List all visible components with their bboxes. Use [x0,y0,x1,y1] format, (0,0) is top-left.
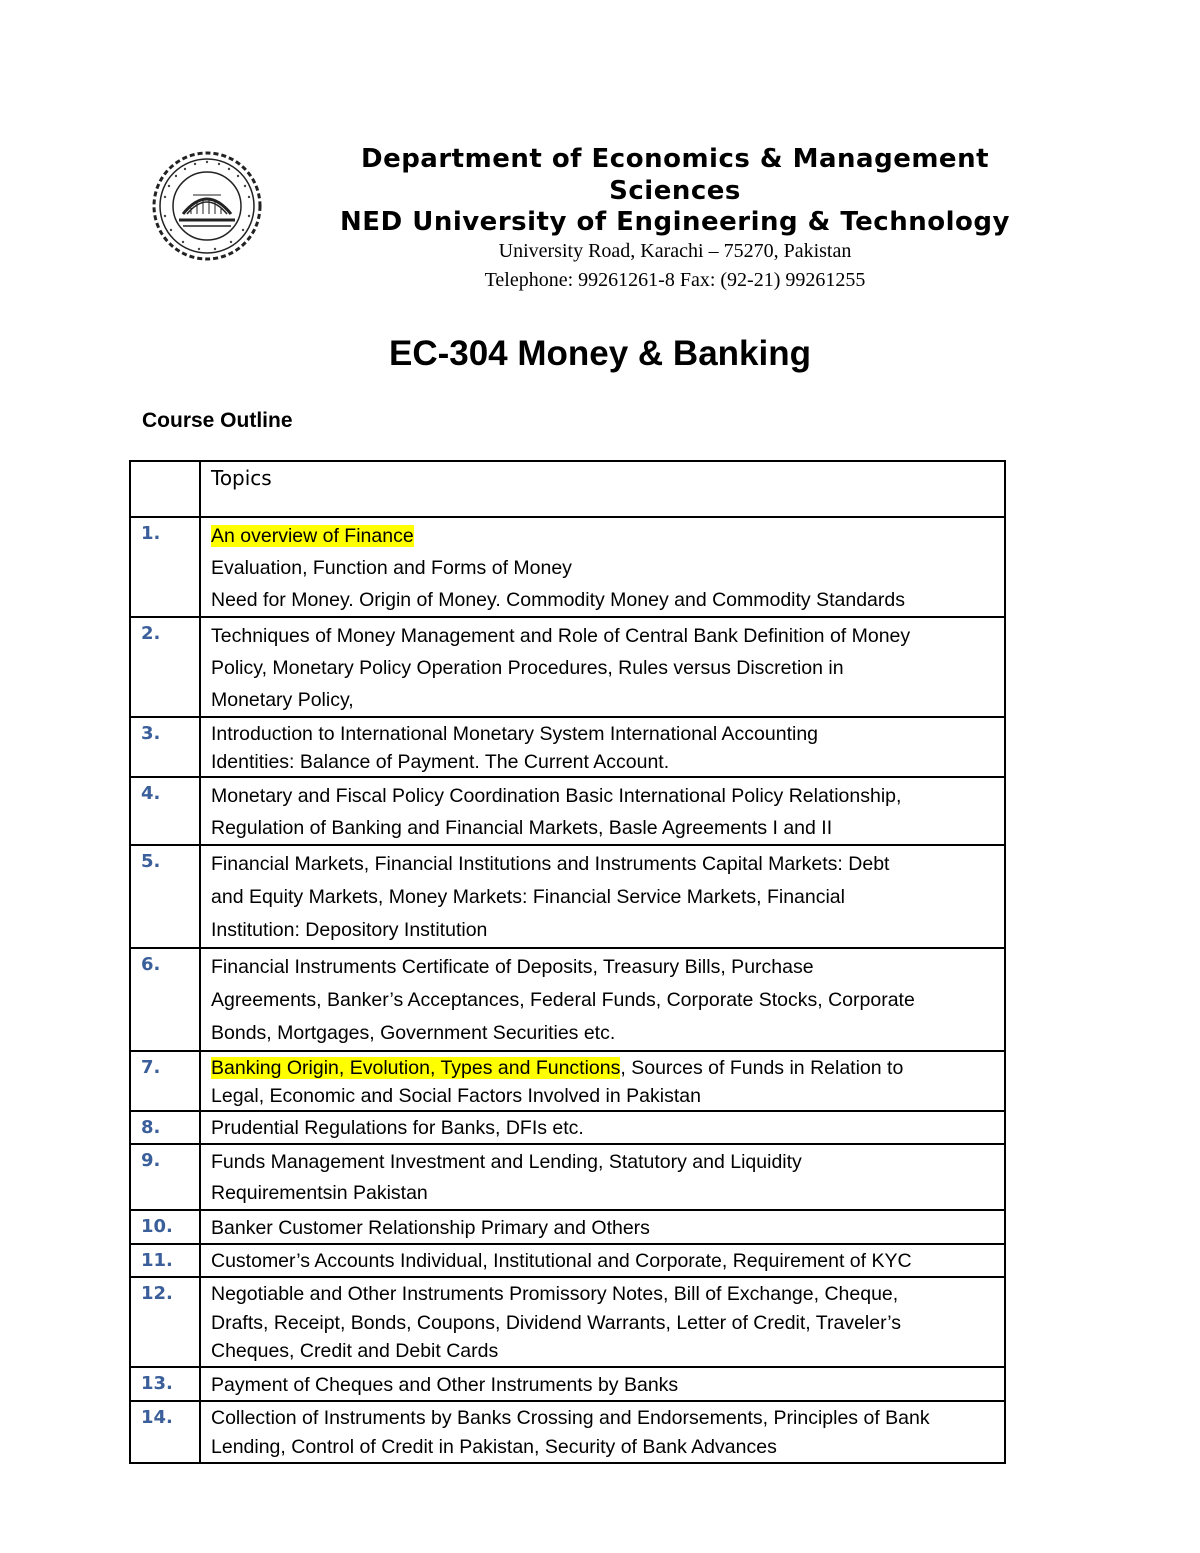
topic-line-text: Customer’s Accounts Individual, Institutional and Corporate, Requirement of KYC [211,1250,912,1272]
topic-number: 2. [130,617,200,717]
topic-text-cell [200,1210,1005,1244]
topic-line-text: Financial Markets, Financial Institutions and Instruments Capital Markets: Debt [211,853,890,875]
topic-line-text: Bonds, Mortgages, Government Securities etc. [211,1022,616,1044]
topic-line-text: , Sources of Funds in Relation to [620,1057,904,1079]
topic-line [211,1247,998,1276]
topics-table-body [130,461,1005,1463]
topic-number: 8. [130,1111,200,1144]
topic-line-text: Lending, Control of Credit in Pakistan, Security of Bank Advances [211,1435,777,1458]
table-header-row [130,461,1005,517]
table-row [130,517,1005,617]
table-row [130,1111,1005,1144]
topic-line [211,748,998,776]
topic-line-text: Techniques of Money Management and Role of Central Bank Definition of Money [211,625,911,647]
table-row [130,717,1005,777]
table-row [130,1277,1005,1367]
header-topics-cell: Topics [200,461,1005,517]
topic-line-text: Legal, Economic and Social Factors Involved in Pakistan [211,1085,701,1107]
department-line-1: Department of Economics & Management [360,144,990,174]
topic-text-cell [200,948,1005,1051]
topic-line-text: Introduction to International Monetary System International Accounting [211,723,819,745]
topic-line [211,1114,998,1143]
telephone-fax: Telephone: 99261261-8 Fax: (92-21) 99261255 [484,269,866,291]
topic-line-text: Agreements, Banker’s Acceptances, Federal Funds, Corporate Stocks, Corporate [211,989,915,1011]
topic-number: 7. [130,1051,200,1111]
topics-table [129,460,1006,1464]
topic-text-cell [200,1111,1005,1144]
topic-text-cell [200,1277,1005,1367]
topic-text-cell [200,845,1005,948]
topic-text-cell [200,617,1005,717]
table-row [130,1367,1005,1401]
topic-text-cell [200,1401,1005,1463]
topic-number: 11. [130,1244,200,1277]
table-row [130,617,1005,717]
topic-number: 1. [130,517,200,617]
topic-text-cell [200,777,1005,845]
topic-line-text: Banker Customer Relationship Primary and Others [211,1217,650,1239]
topic-line-text: Regulation of Banking and Financial Markets, Basle Agreements I and II [211,817,833,839]
topic-line [211,881,998,914]
topic-line-text: Requirementsin Pakistan [211,1182,428,1204]
topic-text-cell [200,1144,1005,1210]
topic-line-text: and Equity Markets, Money Markets: Financial Service Markets, Financial [211,886,845,908]
topic-number: 12. [130,1277,200,1367]
topic-number: 6. [130,948,200,1051]
topic-line [211,1017,998,1050]
topic-number: 14. [130,1401,200,1463]
topic-text-cell [200,1051,1005,1111]
topic-line-text: Need for Money. Origin of Money. Commodity Money and Commodity Standards [211,589,905,611]
table-row [130,1210,1005,1244]
topic-line [211,720,998,748]
topic-line [211,652,998,684]
topic-line [211,1370,998,1400]
university-name: NED University of Engineering & Technology [340,207,1010,237]
topic-line [211,1309,998,1338]
table-row [130,948,1005,1051]
topic-line [211,951,998,984]
topic-number: 9. [130,1144,200,1210]
topic-line [211,1280,998,1309]
topic-line [211,1213,998,1243]
topic-line [211,520,998,552]
topic-number: 5. [130,845,200,948]
table-row [130,777,1005,845]
highlighted-text: Banking Origin, Evolution, Types and Functions [211,1057,621,1079]
topic-number: 4. [130,777,200,845]
highlighted-text: An overview of Finance [211,525,414,547]
topic-line [211,1054,998,1082]
topic-text-cell [200,1244,1005,1277]
topic-line [211,914,998,947]
topic-line-text: Policy, Monetary Policy Operation Procedures, Rules versus Discretion in [211,657,844,679]
topic-text-cell [200,717,1005,777]
topic-number: 10. [130,1210,200,1244]
table-row [130,1401,1005,1463]
topic-line [211,620,998,652]
topic-line-text: Funds Management Investment and Lending, Statutory and Liquidity [211,1151,802,1173]
department-line-2: Sciences [609,176,741,206]
topic-line [211,1337,998,1366]
course-outline-label: Course Outline [142,409,293,432]
topic-line [211,848,998,881]
header-number-cell [130,461,200,517]
department-name [300,143,1050,207]
topic-line [211,1433,998,1462]
topic-line [211,812,998,844]
topic-line [211,1404,998,1433]
university-seal-logo [143,150,271,262]
table-row [130,845,1005,948]
topic-line-text: Financial Instruments Certificate of Deposits, Treasury Bills, Purchase [211,956,814,978]
topic-line-text: Drafts, Receipt, Bonds, Coupons, Dividend Warrants, Letter of Credit, Traveler’s [211,1311,902,1334]
topic-line [211,984,998,1017]
topic-line-text: Prudential Regulations for Banks, DFIs etc. [211,1117,584,1139]
topic-line [211,1178,998,1209]
topic-line-text: Monetary Policy, [211,689,354,711]
table-row [130,1144,1005,1210]
topic-line-text: Negotiable and Other Instruments Promissory Notes, Bill of Exchange, Cheque, [211,1283,899,1305]
topic-number: 3. [130,717,200,777]
topic-line-text: Identities: Balance of Payment. The Current Account. [211,751,670,773]
topic-line-text: Evaluation, Function and Forms of Money [211,557,572,579]
topic-line-text: Collection of Instruments by Banks Crossing and Endorsements, Principles of Bank [211,1406,930,1429]
topic-line-text: Payment of Cheques and Other Instruments by Banks [211,1373,679,1396]
topic-line-text: Monetary and Fiscal Policy Coordination Basic International Policy Relationship, [211,785,902,807]
table-row [130,1051,1005,1111]
topic-line [211,1147,998,1178]
topic-line [211,684,998,716]
topic-line [211,780,998,812]
topic-line [211,1082,998,1110]
topic-text-cell [200,517,1005,617]
topic-line [211,552,998,584]
course-title: EC-304 Money & Banking [388,334,812,373]
topic-number: 13. [130,1367,200,1401]
topic-line-text: Cheques, Credit and Debit Cards [211,1340,499,1362]
topic-line-text: Institution: Depository Institution [211,919,488,941]
table-row [130,1244,1005,1277]
topic-line [211,584,998,616]
topic-text-cell [200,1367,1005,1401]
address: University Road, Karachi – 75270, Pakistan [498,240,852,262]
